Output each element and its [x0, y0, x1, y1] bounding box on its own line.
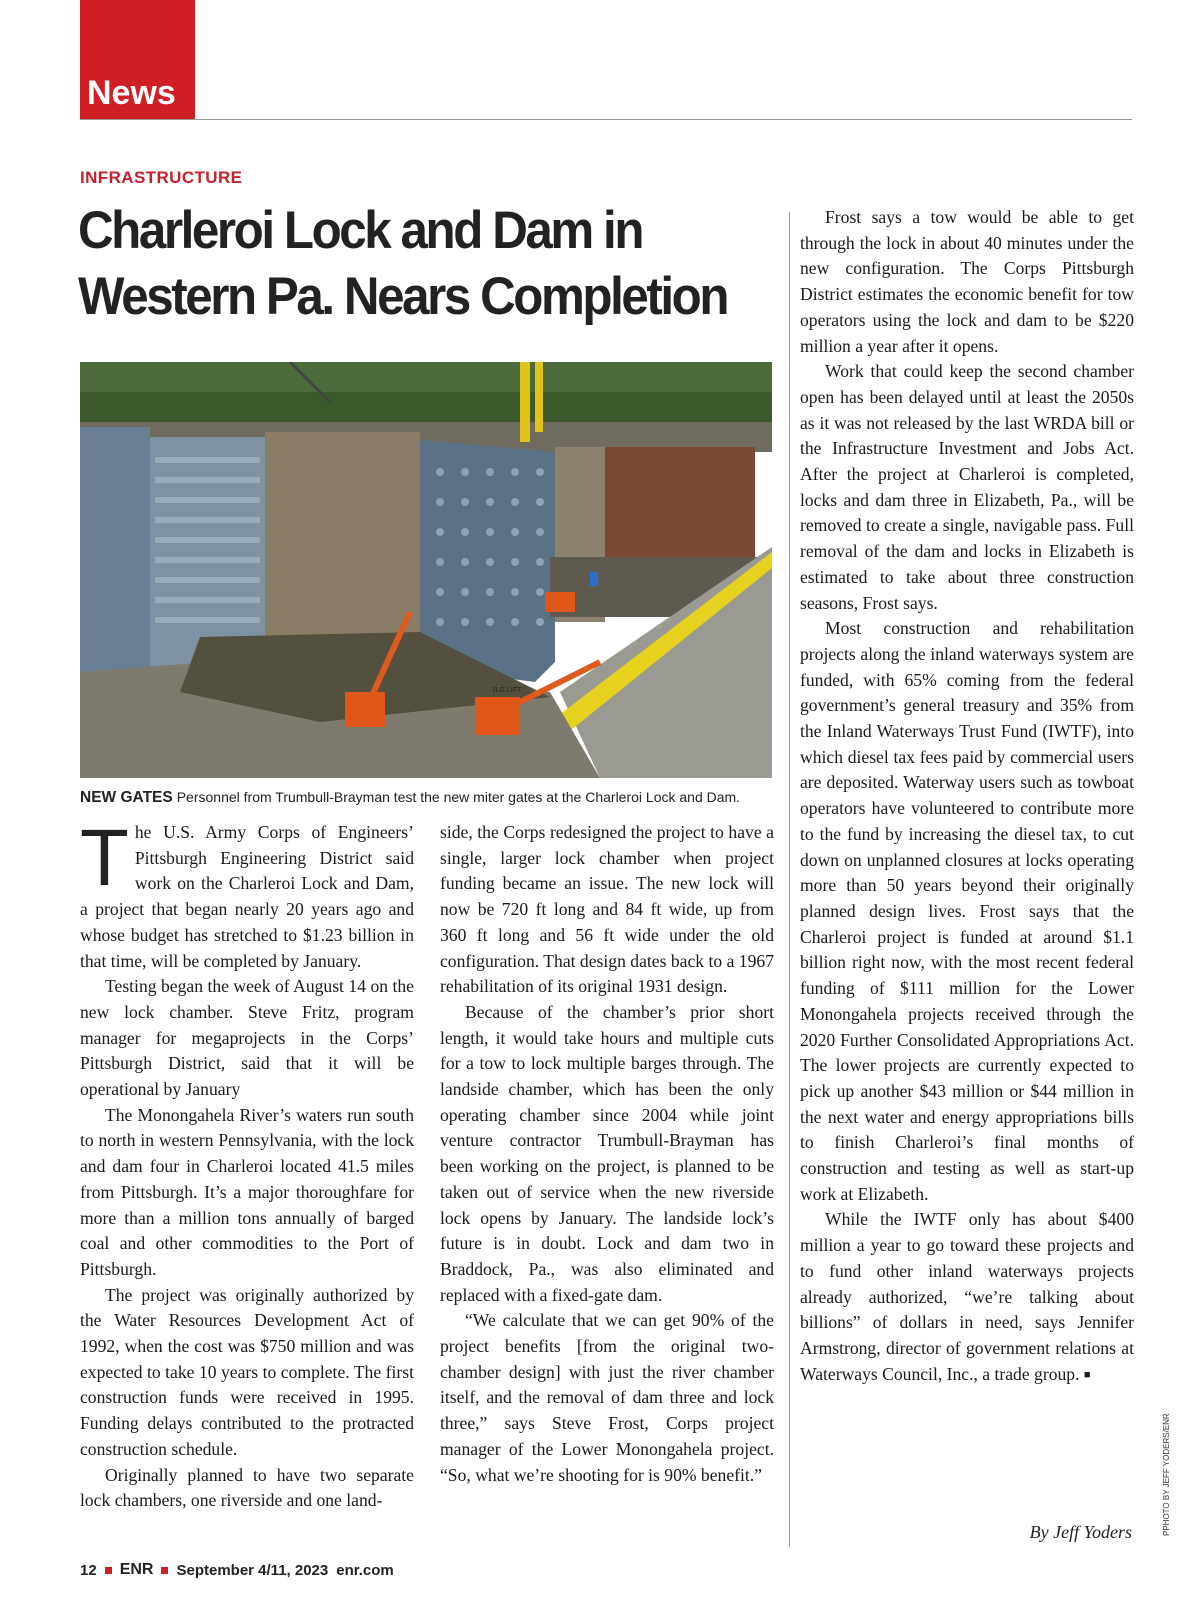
article-paragraph: “We calculate that we can get 90% of the project benefits [from the original two-chamber design] with just the river chamber itself, and the removal of dam three and lock three,” says Steve Frost, Corps project manager of the Lower Monongahela project. “So, what we’re shooting for is 90% benefit.” — [440, 1310, 774, 1485]
article-paragraph: Originally planned to have two separate lock chambers, one riverside and one land- — [80, 1464, 414, 1511]
drop-cap: T — [80, 813, 129, 902]
byline: By Jeff Yoders — [1029, 1522, 1132, 1542]
article-paragraph: Because of the chamber’s prior short length, it would take hours and multiple cuts for a tow to lock multiple barges through. The landside chamber, which has been the only operating chamber since 2004 while joint venture contractor Trumbull-Brayman has been working on the project, is planned to be taken out of service when the new riverside lock opens by January. The landside lock’s future is in doubt. Lock and dam two in Braddock, Pa., was also eliminated and replaced with a fixed-gate dam. — [440, 1001, 774, 1305]
article-column-3 — [800, 205, 1134, 1388]
end-mark: ■ — [1083, 1368, 1091, 1381]
page-footer — [80, 1561, 394, 1579]
article-paragraph: The Monongahela River’s waters run south to north in western Pennsylvania, with the lock and dam four in Charleroi located 41.5 miles from Pittsburgh. It’s a major thoroughfare for more than a million tons annually of barged coal and other commodities to the Port of Pittsburgh. — [80, 1104, 414, 1279]
photo-credit: PPHOTO BY JEFF YODERS/ENR — [1162, 1413, 1171, 1536]
header-rule — [80, 119, 1132, 120]
kicker: INFRASTRUCTURE — [80, 168, 243, 187]
lock-construction-photo — [80, 362, 772, 778]
article-paragraph: Work that could keep the second chamber open has been delayed until at least the 2050s as it was not released by the last WRDA bill or the Infrastructure Investment and Jobs Act. After the project at Charleroi is completed, locks and dam three in Elizabeth, Pa., will be removed to create a single, navigable pass. Full removal of the dam and locks in Elizabeth is estimated to take about three construction seasons, Frost says. — [800, 361, 1134, 613]
caption-text: Personnel from Trumbull-Brayman test the new miter gates at the Charleroi Lock and Dam. — [176, 789, 741, 805]
website: enr.com — [336, 1561, 394, 1579]
article-paragraph: While the IWTF only has about $400 million a year to go toward these projects and to fund other inland waterways projects already authorized, “we’re talking about billions” of dollars in need, says Jennifer Armstrong, director of government relations at Waterways Council, Inc., a trade group. ■ — [800, 1209, 1134, 1384]
section-tab: News — [80, 0, 195, 120]
article-paragraph: Frost says a tow would be able to get through the lock in about 40 minutes under the new configuration. The Corps Pittsburgh District estimates the economic benefit for tow operators using the lock and dam to be $220 million a year after it opens. — [800, 207, 1134, 356]
article-column-1 — [80, 813, 414, 1514]
article-paragraph: side, the Corps redesigned the project to have a single, larger lock chamber when project funding became an issue. The new lock will now be 720 ft long and 84 ft wide, up from 360 ft long and 56 ft wide under the old configuration. That design dates back to a 1967 rehabilitation of its original 1931 design. — [440, 822, 774, 997]
issue-date: September 4/11, 2023 — [176, 1561, 329, 1579]
article-paragraph: Testing began the week of August 14 on the new lock chamber. Steve Fritz, program manager for megaprojects in the Corps’ Pittsburgh District, said that it will be operational by January — [80, 976, 414, 1100]
headline: Charleroi Lock and Dam in Western Pa. Nears Completion — [78, 201, 728, 326]
article-column-2 — [440, 820, 774, 1488]
article-paragraph: The project was originally authorized by the Water Resources Development Act of 1992, when the cost was $750 million and was expected to take 10 years to complete. The first construction funds were received in 1995. Funding delays contributed to the protracted construction schedule. — [80, 1284, 414, 1459]
photo-caption — [80, 789, 780, 807]
page-number: 12 — [80, 1561, 97, 1579]
separator-square-icon — [161, 1567, 168, 1574]
article-paragraph: Most construction and rehabilitation projects along the inland waterways system are funded, with 65% coming from the federal government’s general treasury and 35% from the Inland Waterways Trust Fund (IWTF), into which diesel tax fees paid by commercial users are deposited. Waterway users such as towboat operators have volunteered to contribute more to the fund by increasing the diesel tax, to cut down on unplanned closures at locks operating more than 50 years beyond their originally planned design lives. Frost says that the Charleroi project is funded at around $1.1 billion right now, with the most recent federal funding of $111 million for the Lower Monongahela projects received through the 2020 Further Consolidated Appropriations Act. The lower projects are currently expected to pick up another $43 million or $44 million in the next water and energy appropriations bills to finish Charleroi’s final months of construction and testing as well as start-up work at Elizabeth. — [800, 618, 1134, 1204]
caption-lead: NEW GATES — [80, 789, 173, 806]
separator-square-icon — [105, 1567, 112, 1574]
article-paragraph: The U.S. Army Corps of Engineers’ Pittsburgh Engineering District said work on the Charleroi Lock and Dam, a project that began nearly 20 years ago and whose budget has stretched to $1.23 billion in that time, will be completed by January. — [80, 813, 414, 971]
column-rule — [789, 212, 790, 1547]
lift-label: JLG LIFT — [492, 687, 522, 694]
publication-brand: ENR — [119, 1561, 154, 1578]
